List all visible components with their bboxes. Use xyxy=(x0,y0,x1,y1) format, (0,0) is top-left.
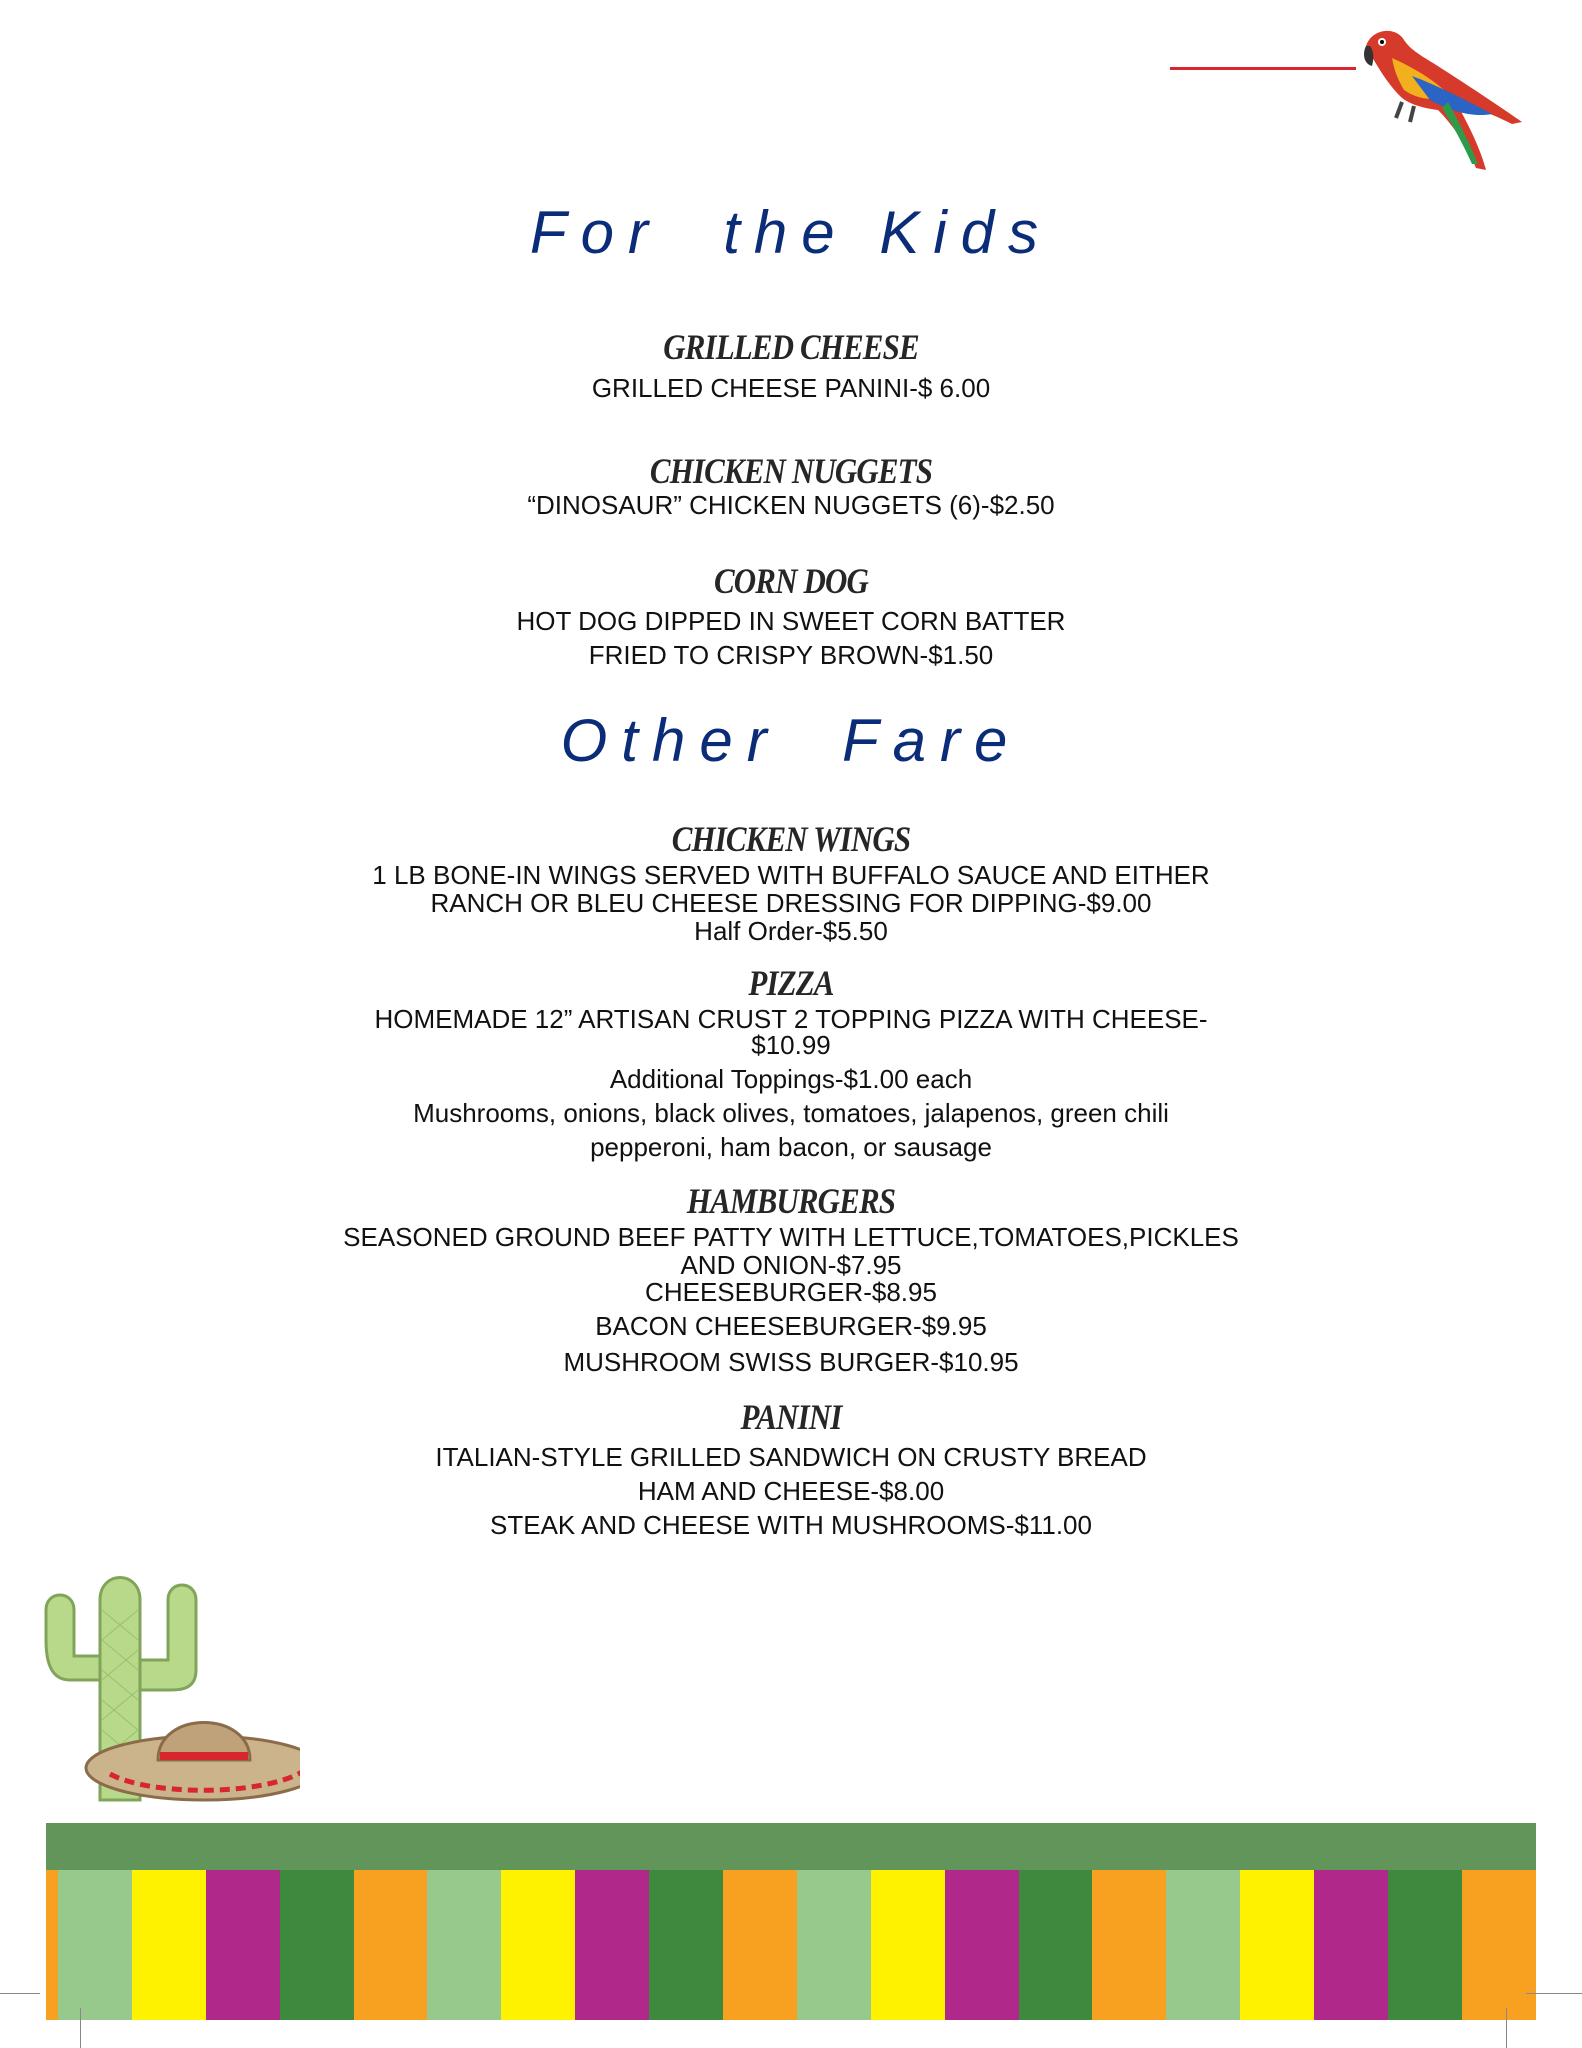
item-heading-chicken-nuggets: CHICKEN NUGGETS xyxy=(649,451,933,491)
stripe xyxy=(1388,1870,1462,2020)
stripe xyxy=(1240,1870,1314,2020)
other-fare-section-title: Other Fare xyxy=(560,707,1022,774)
hamburgers-line-5: MUSHROOM SWISS BURGER-$10.95 xyxy=(563,1347,1019,1377)
stripe xyxy=(354,1870,428,2020)
pizza-line-4: Mushrooms, onions, black olives, tomatoes, jalapenos, green chili xyxy=(413,1098,1169,1128)
corn-dog-line-1: HOT DOG DIPPED IN SWEET CORN BATTER xyxy=(516,606,1066,636)
stripe xyxy=(649,1870,723,2020)
chicken-wings-line-2: RANCH OR BLEU CHEESE DRESSING FOR DIPPING-$9.00 xyxy=(430,888,1152,918)
stripe xyxy=(1314,1870,1388,2020)
crop-mark xyxy=(1506,2008,1507,2048)
stripe xyxy=(575,1870,649,2020)
stripe xyxy=(945,1870,1019,2020)
stripe xyxy=(1462,1870,1536,2020)
pizza-line-2: $10.99 xyxy=(751,1030,831,1060)
crop-mark xyxy=(1526,1993,1582,1994)
stripe xyxy=(132,1870,206,2020)
stripe xyxy=(723,1870,797,2020)
item-heading-grilled-cheese: GRILLED CHEESE xyxy=(663,327,919,367)
chicken-nuggets-line-1: “DINOSAUR” CHICKEN NUGGETS (6)-$2.50 xyxy=(527,490,1055,520)
stripe xyxy=(46,1870,58,2020)
pizza-line-1: HOMEMADE 12” ARTISAN CRUST 2 TOPPING PIZZA WITH CHEESE- xyxy=(374,1004,1208,1034)
corn-dog-line-2: FRIED TO CRISPY BROWN-$1.50 xyxy=(588,640,994,670)
cactus-sombrero-illustration xyxy=(40,1560,300,1820)
stripe xyxy=(871,1870,945,2020)
pizza-line-3: Additional Toppings-$1.00 each xyxy=(609,1064,973,1094)
chicken-wings-line-3: Half Order-$5.50 xyxy=(694,916,888,946)
item-heading-hamburgers: HAMBURGERS xyxy=(686,1181,896,1221)
stripe xyxy=(501,1870,575,2020)
stripe xyxy=(280,1870,354,2020)
grilled-cheese-line-1: GRILLED CHEESE PANINI-$ 6.00 xyxy=(591,373,991,403)
item-heading-corn-dog: CORN DOG xyxy=(714,561,868,601)
hamburgers-line-1: SEASONED GROUND BEEF PATTY WITH LETTUCE,TOMATOES,PICKLES xyxy=(343,1222,1239,1252)
stripe xyxy=(1166,1870,1240,2020)
parrot-illustration xyxy=(1352,18,1532,178)
stripe xyxy=(1092,1870,1166,2020)
panini-line-2: HAM AND CHEESE-$8.00 xyxy=(637,1476,945,1506)
stripe xyxy=(427,1870,501,2020)
decorative-green-band xyxy=(46,1823,1536,1870)
pizza-line-5: pepperoni, ham bacon, or sausage xyxy=(590,1132,992,1162)
item-heading-pizza: PIZZA xyxy=(748,963,834,1003)
item-heading-chicken-wings: CHICKEN WINGS xyxy=(671,819,911,859)
stripe xyxy=(797,1870,871,2020)
stripe xyxy=(206,1870,280,2020)
hamburgers-line-2: AND ONION-$7.95 xyxy=(680,1250,902,1280)
stripe xyxy=(58,1870,132,2020)
item-heading-panini: PANINI xyxy=(740,1397,842,1437)
kids-section-title: For the Kids xyxy=(529,199,1053,266)
decorative-red-rule xyxy=(1170,67,1356,70)
chicken-wings-line-1: 1 LB BONE-IN WINGS SERVED WITH BUFFALO SAUCE AND EITHER xyxy=(372,860,1210,890)
hamburgers-line-3: CHEESEBURGER-$8.95 xyxy=(645,1277,937,1307)
panini-line-1: ITALIAN-STYLE GRILLED SANDWICH ON CRUSTY BREAD xyxy=(435,1442,1147,1472)
stripe xyxy=(1019,1870,1093,2020)
panini-line-3: STEAK AND CHEESE WITH MUSHROOMS-$11.00 xyxy=(490,1510,1092,1540)
hamburgers-line-4: BACON CHEESEBURGER-$9.95 xyxy=(595,1311,987,1341)
crop-mark xyxy=(0,1993,40,1994)
decorative-stripes xyxy=(46,1870,1536,2020)
crop-mark xyxy=(80,2008,81,2048)
